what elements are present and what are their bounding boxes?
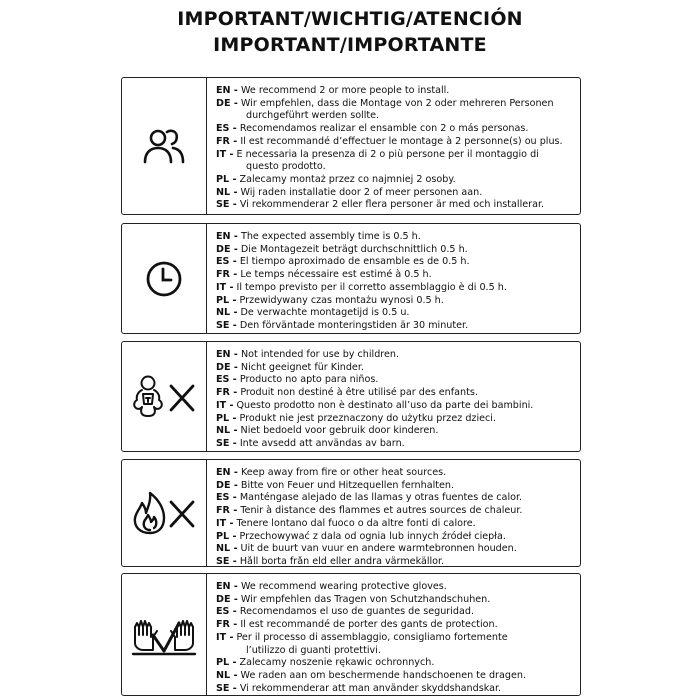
people-icon: [142, 126, 186, 166]
section-text: [216, 467, 576, 569]
text-line: IT - Per il processo di assemblaggio, consigliamo fortemente: [216, 631, 508, 643]
text-line: DE - Wir empfehlen das Tragen von Schutzhandschuhen.: [216, 593, 491, 605]
text-line: IT - Questo prodotto non è destinato all’uso da parte dei bambini.: [216, 399, 534, 411]
text-line: SE - Den förväntade monteringstiden är 30 minuter.: [216, 319, 469, 331]
text-line: EN - Not intended for use by children.: [216, 349, 400, 360]
text-line: PL - Przechowywać z dala od ognia lub innych źródeł ciepła.: [216, 530, 506, 542]
text-line: PL - Produkt nie jest przeznaczony do użytku przez dzieci.: [216, 412, 497, 424]
text-line: NL - Niet bedoeld voor gebruik door kinderen.: [216, 425, 439, 437]
section-text: [216, 349, 576, 451]
text-line: IT - Il tempo previsto per il corretto assemblaggio è di 0.5 h.: [216, 281, 507, 293]
text-line: ES - Recomendamos realizar el ensamble con 2 o más personas.: [216, 123, 529, 135]
text-line: SE - Vi rekommenderar att man använder skyddshandskar.: [216, 682, 502, 694]
text-line: ES - El tiempo aproximado de ensamble es de 0.5 h.: [216, 256, 470, 268]
text-line: questo prodotto.: [246, 161, 326, 173]
section-text: [216, 581, 576, 695]
title-line-1: IMPORTANT/WICHTIG/ATENCIÓN: [177, 8, 523, 30]
section-fire: [121, 459, 581, 567]
text-line: NL - We raden aan om beschermende handschoenen te dragen.: [216, 669, 527, 681]
text-line: FR - Le temps nécessaire est estimé à 0.5 h.: [216, 269, 432, 281]
section-time: [121, 223, 581, 334]
text-line: SE - Vi rekommenderar 2 eller flera personer är med och installerar.: [216, 199, 545, 211]
text-line: DE - Die Montagezeit beträgt durchschnittlich 0.5 h.: [216, 243, 468, 255]
text-line: SE - Håll borta från eld eller andra värmekällor.: [216, 555, 445, 567]
text-line: PL - Zalecamy montaż przez co najmniej 2 osoby.: [216, 173, 456, 185]
text-line: EN - We recommend 2 or more people to install.: [216, 85, 450, 96]
text-line: FR - Produit non destiné à être utilisé par des enfants.: [216, 387, 478, 399]
text-line: FR - Il est recommandé de porter des gants de protection.: [216, 619, 498, 631]
clock-icon: [144, 259, 184, 299]
no-fire-icon: [131, 490, 197, 536]
text-line: l’utilizzo di guanti protettivi.: [246, 644, 381, 656]
text-line: durchgeführt werden sollte.: [246, 110, 380, 122]
no-children-icon: [131, 374, 197, 420]
text-line: ES - Recomendamos el uso de guantes de seguridad.: [216, 606, 475, 618]
text-line: ES - Producto no apto para niños.: [216, 374, 379, 386]
text-line: IT - È necessaria la presenza di 2 o più persone per il montaggio di: [216, 148, 539, 160]
text-line: EN - We recommend wearing protective gloves.: [216, 581, 447, 592]
text-line: PL - Zalecamy noszenie rękawic ochronnych.: [216, 657, 435, 669]
text-line: DE - Bitte von Feuer und Hitzequellen fernhalten.: [216, 479, 455, 491]
text-line: NL - Wij raden installatie door 2 of meer personen aan.: [216, 186, 483, 198]
text-line: EN - The expected assembly time is 0.5 h.: [216, 231, 421, 242]
text-line: NL - Uit de buurt van vuur en andere warmtebronnen houden.: [216, 543, 517, 555]
section-text: [216, 85, 576, 212]
text-line: ES - Manténgase alejado de las llamas y otras fuentes de calor.: [216, 492, 523, 504]
text-line: SE - Inte avsedd att användas av barn.: [216, 437, 405, 449]
text-line: DE - Nicht geeignet für Kinder.: [216, 361, 364, 373]
section-text: [216, 231, 576, 333]
text-line: FR - Tenir à distance des flammes et autres sources de chaleur.: [216, 505, 523, 517]
title-line-2: IMPORTANT/IMPORTANTE: [213, 34, 487, 56]
text-line: IT - Tenere lontano dal fuoco o da altre fonti di calore.: [216, 517, 476, 529]
text-line: NL - De verwachte montagetijd is 0.5 u.: [216, 307, 410, 319]
text-line: FR - Il est recommandé d’effectuer le montage à 2 personne(s) ou plus.: [216, 135, 563, 147]
text-line: PL - Przewidywany czas montażu wynosi 0.5 h.: [216, 294, 444, 306]
section-children: [121, 341, 581, 452]
text-line: EN - Keep away from fire or other heat sources.: [216, 467, 447, 478]
text-line: DE - Wir empfehlen, dass die Montage von 2 oder mehreren Personen: [216, 97, 554, 109]
section-people: [121, 77, 581, 215]
section-gloves: [121, 573, 581, 696]
gloves-icon: [131, 613, 197, 657]
